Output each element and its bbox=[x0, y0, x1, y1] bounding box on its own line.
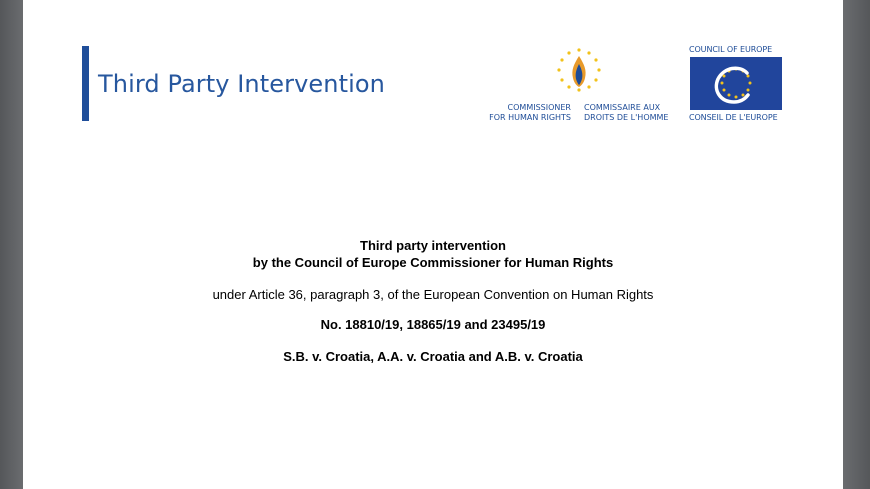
legal-basis: under Article 36, paragraph 3, of the European Convention on Human Rights bbox=[212, 287, 654, 302]
commissioner-en-line2: FOR HUMAN RIGHTS bbox=[489, 113, 571, 122]
document-title: Third Party Intervention bbox=[98, 70, 385, 98]
commissioner-logo-icon bbox=[551, 46, 607, 102]
commissioner-label-en bbox=[489, 103, 571, 123]
intervention-heading: Third party intervention bbox=[360, 238, 506, 253]
council-of-europe-flag-icon bbox=[690, 57, 782, 110]
title-accent-bar bbox=[82, 46, 89, 121]
viewer-margin-right bbox=[843, 0, 870, 489]
case-numbers: No. 18810/19, 18865/19 and 23495/19 bbox=[320, 317, 546, 332]
viewer-margin-left bbox=[0, 0, 23, 489]
intervention-author: by the Council of Europe Commissioner for Human Rights bbox=[252, 255, 614, 270]
document-page bbox=[23, 0, 843, 489]
coe-label-fr: CONSEIL DE L'EUROPE bbox=[689, 113, 778, 122]
commissioner-fr-line1: COMMISSAIRE AUX bbox=[584, 103, 661, 112]
coe-label-en: COUNCIL OF EUROPE bbox=[689, 45, 773, 54]
commissioner-en-line1: COMMISSIONER bbox=[507, 103, 571, 112]
case-parties: S.B. v. Croatia, A.A. v. Croatia and A.B. v. Croatia bbox=[283, 349, 583, 364]
commissioner-label-fr bbox=[584, 103, 668, 123]
commissioner-fr-line2: DROITS DE L'HOMME bbox=[584, 113, 669, 122]
